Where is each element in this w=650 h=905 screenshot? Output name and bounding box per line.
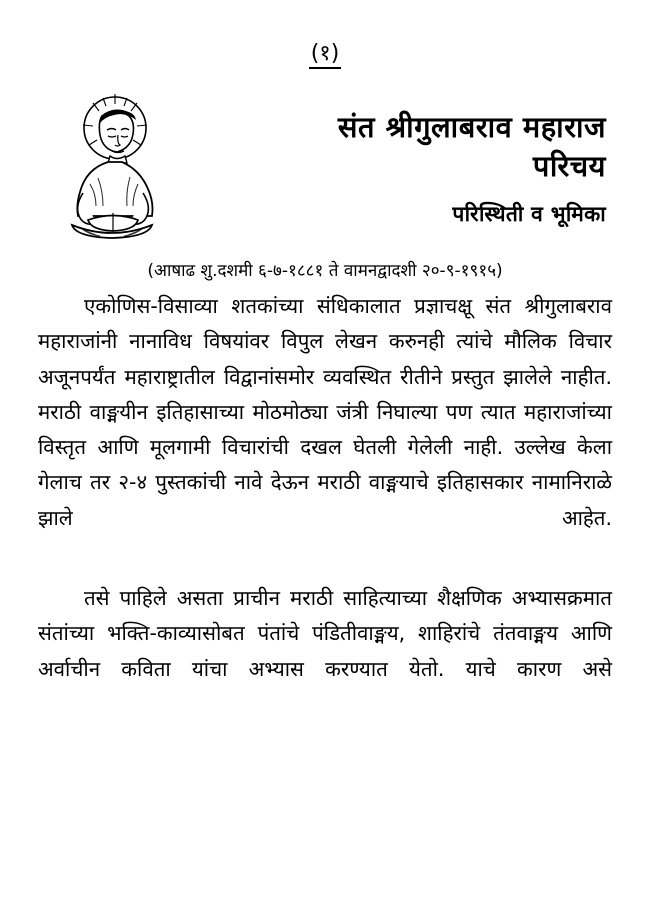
- page-number: (१): [309, 42, 342, 69]
- page-subtitle: परिस्थिती व भूमिका: [452, 201, 606, 226]
- page-title: संत श्रीगुलाबराव महाराज: [337, 110, 606, 144]
- page-title-second-line: परिचय: [532, 149, 606, 184]
- paragraph-2: तसे पाहिले असता प्राचीन मराठी साहित्याच्या शैक्षणिक अभ्यासक्रमात संतांच्या भक्ति-काव्यासोबत पंतांचे पंडितीवाङ्मय, शाहिरांचे तंतवाङ्मय आणि अर्वाचीन कविता यांचा अभ्यास करण्यात येतो. याचे कारण असे: [38, 586, 612, 681]
- document-header: [38, 88, 612, 242]
- title-block: [182, 88, 612, 228]
- page-number-container: [38, 0, 612, 78]
- saint-portrait-illustration: [42, 92, 182, 242]
- body-text: [38, 289, 612, 722]
- date-range-line: (आषाढ शु.दशमी ६-७-१८८१ ते वामनद्वादशी २०-९-१९१५): [147, 261, 503, 281]
- paragraph-1: एकोणिस-विसाव्या शतकांच्या संधिकालात प्रज्ञाचक्षू संत श्रीगुलाबराव महाराजांनी नानाविध विषयांवर विपुल लेखन करुनही त्यांचे मौलिक विचार अजूनपर्यंत महाराष्ट्रातील विद्वानांसमोर व्यवस्थित रीतीने प्रस्तुत झालेले नाहीत. मराठी वाङ्मयीन इतिहासाच्या मोठमोठ्या जंत्री निघाल्या पण त्यात महाराजांच्या विस्तृत आणि मूलगामी विचारांची दखल घेतली गेलेली नाही. उल्लेख केला गेलाच तर २-४ पुस्तकांची नावे देऊन मराठी वाङ्मयाचे इतिहासकार नामानिराळे झाले आहेत.: [38, 294, 612, 530]
